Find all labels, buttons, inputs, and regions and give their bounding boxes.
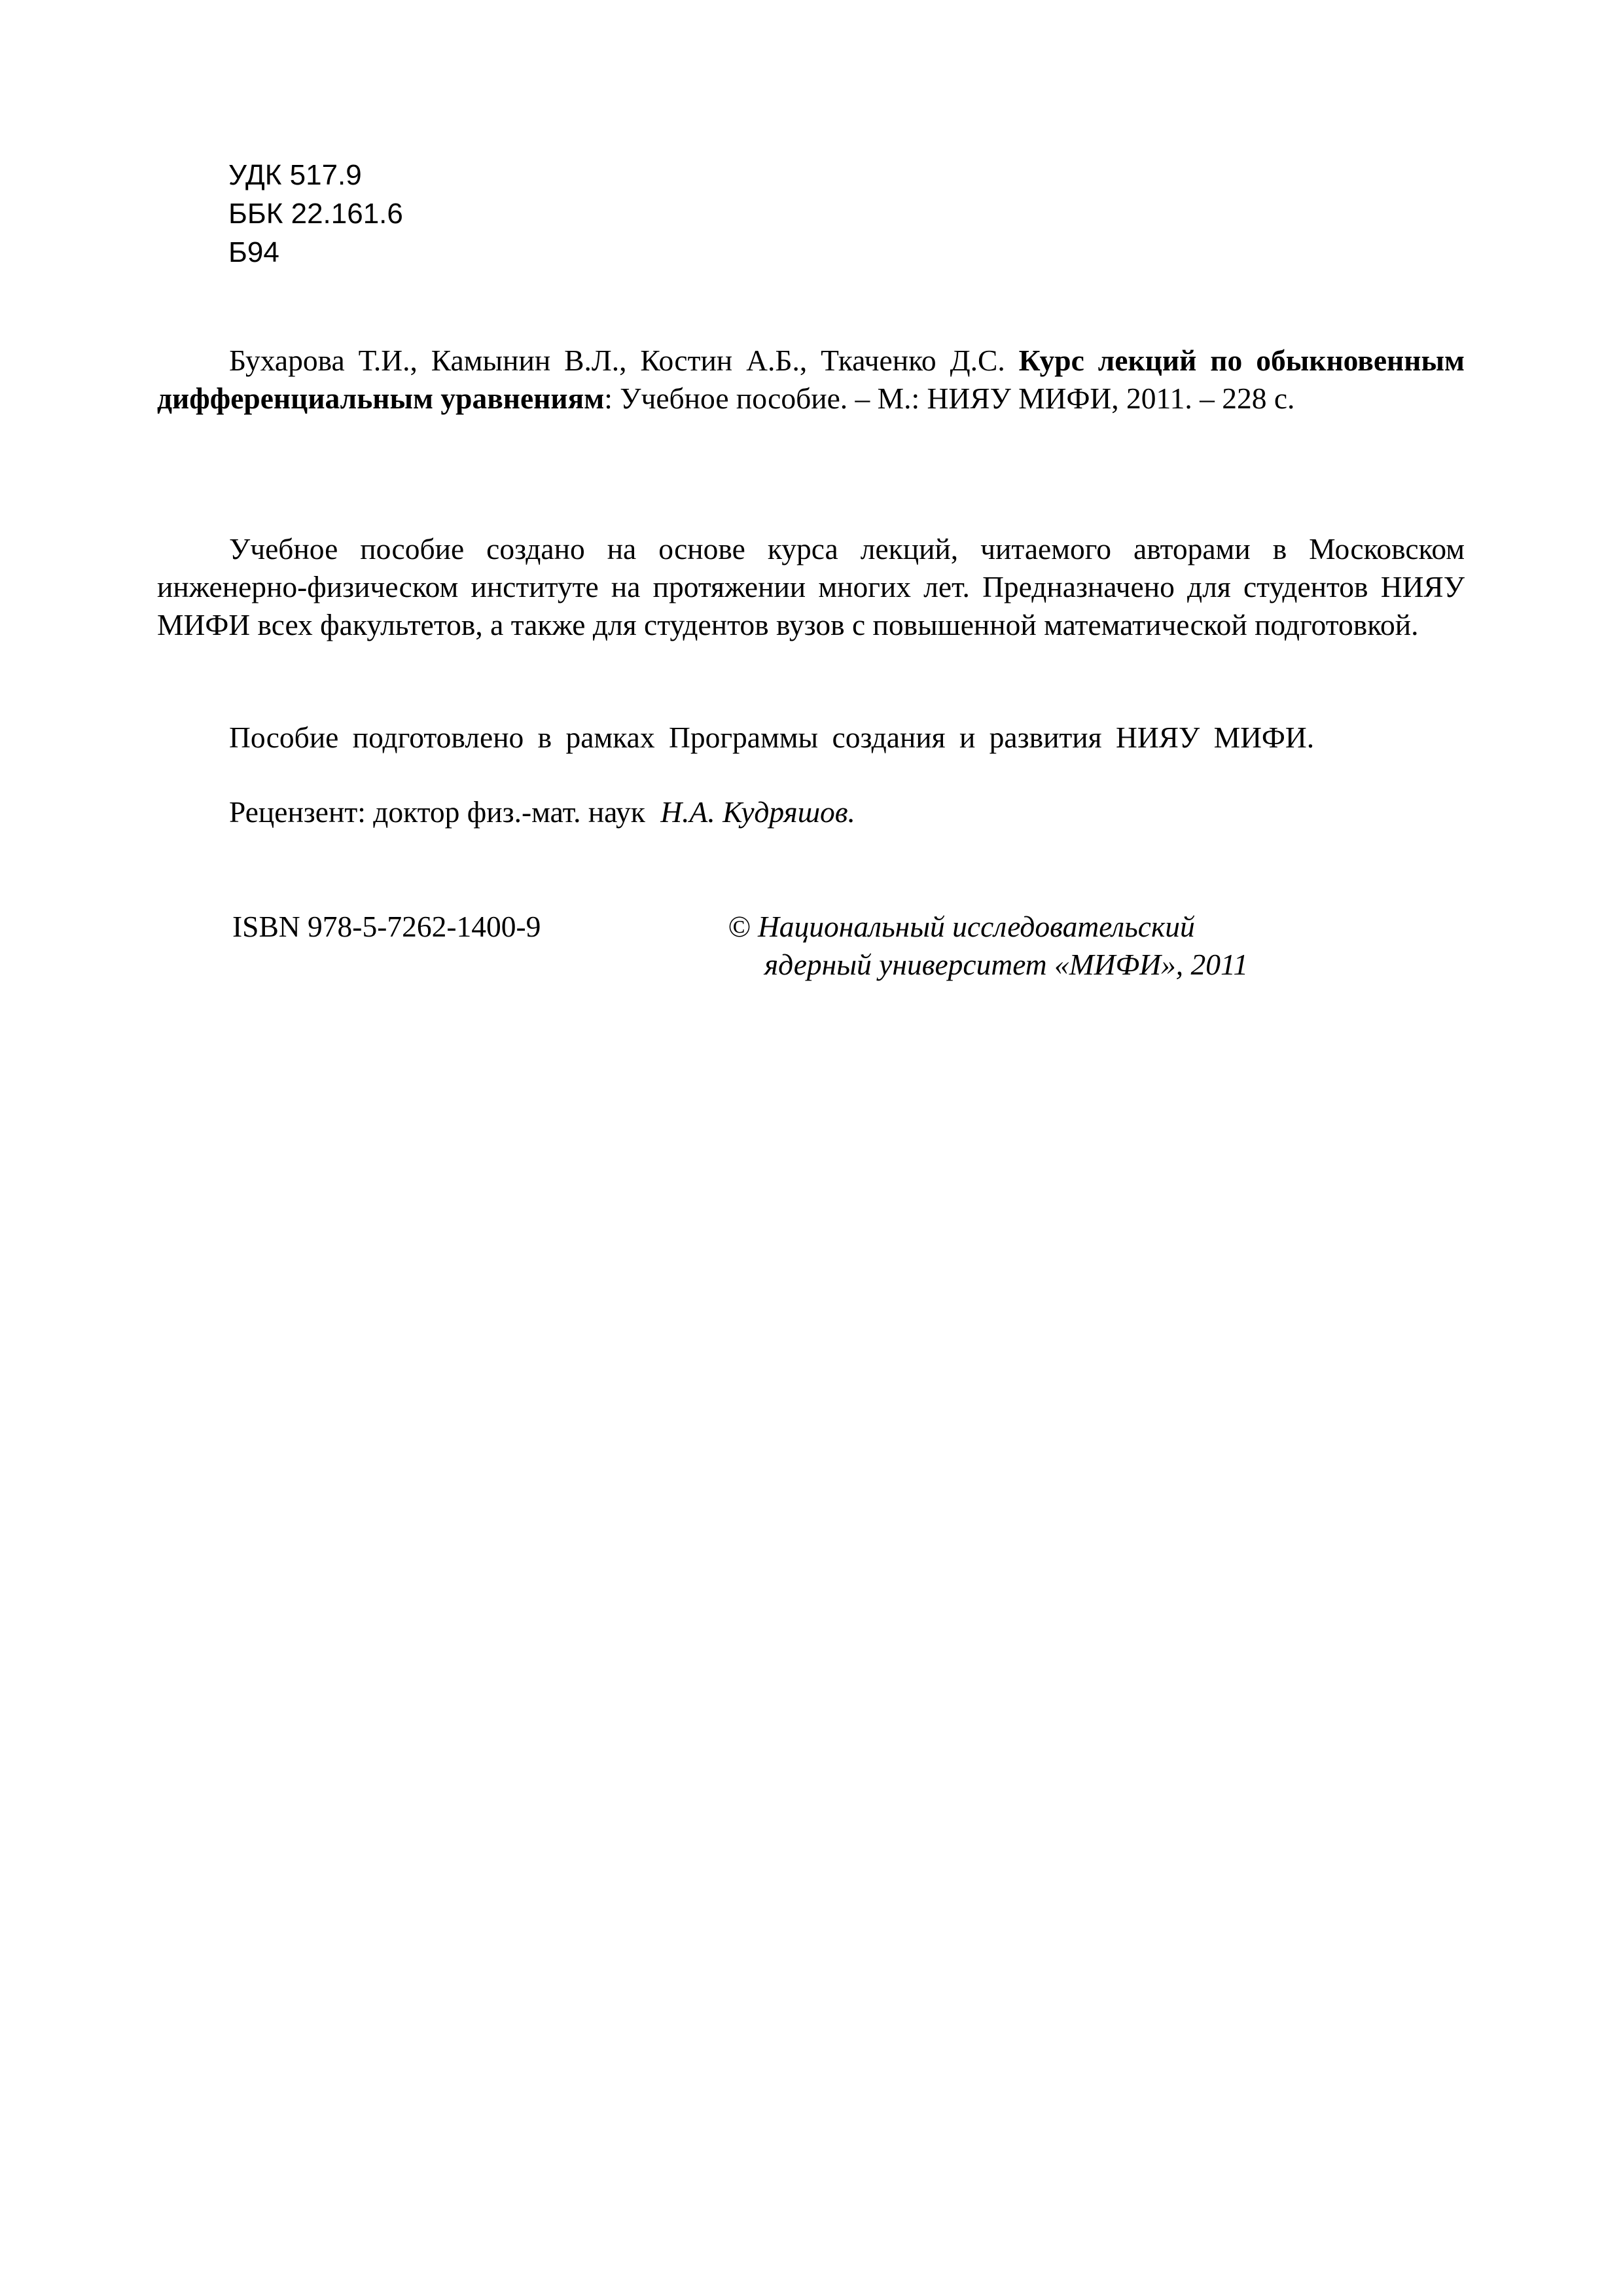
bibliographic-citation bbox=[157, 342, 1465, 418]
annotation-text: Учебное пособие создано на основе курса лекций, читаемого авторами в Московском инженерно-физическом институте на протяжении многих лет. Предназначено для студентов НИЯУ МИФИ всех факультетов, а также для студентов вузов с повышенной математической подготовкой. bbox=[157, 532, 1465, 641]
udk-code: УДК 517.9 bbox=[228, 159, 362, 191]
citation-details: : Учебное пособие. – М.: НИЯУ МИФИ, 2011. – 228 с. bbox=[604, 382, 1295, 415]
copyright-line-1: © Национальный исследовательский bbox=[728, 910, 1195, 943]
program-note-text: Пособие подготовлено в рамках Программы создания и развития НИЯУ МИФИ. bbox=[229, 721, 1315, 754]
program-note bbox=[229, 719, 1314, 757]
bbk-code: ББК 22.161.6 bbox=[228, 198, 403, 230]
reviewer-label: Рецензент: доктор физ.-мат. наук bbox=[229, 795, 645, 829]
author-mark: Б94 bbox=[228, 236, 279, 268]
copyright-line-2: ядерный университет «МИФИ», 2011 bbox=[764, 948, 1249, 981]
copyright-notice bbox=[728, 908, 1248, 984]
reviewer-name: Н.А. Кудряшов. bbox=[660, 795, 855, 829]
reviewer-line bbox=[229, 793, 855, 831]
annotation-paragraph bbox=[157, 530, 1465, 644]
citation-title: Курс лекций по обыкновенным дифференциальным уравнениям bbox=[157, 344, 1465, 415]
classification-codes bbox=[228, 156, 403, 272]
citation-authors: Бухарова Т.И., Камынин В.Л., Костин А.Б., Ткаченко Д.С. bbox=[229, 344, 1005, 377]
isbn-number: ISBN 978-5-7262-1400-9 bbox=[232, 910, 541, 943]
